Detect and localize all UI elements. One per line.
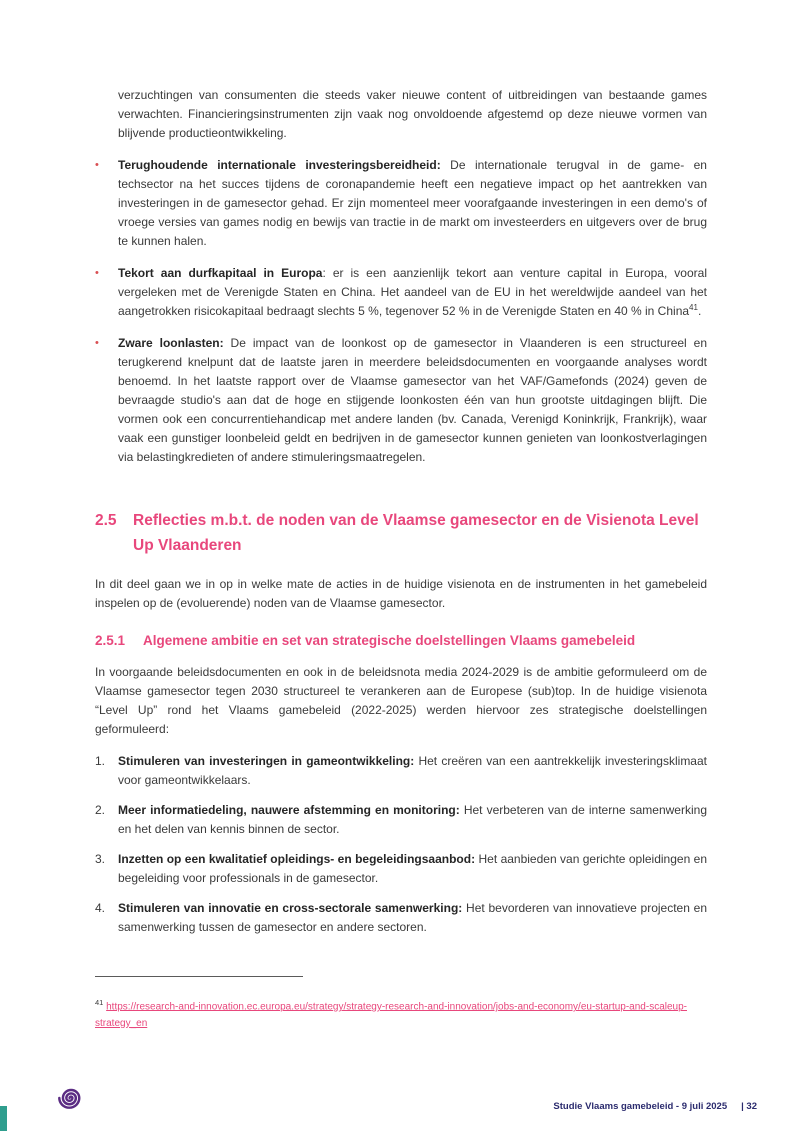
item-lead: Stimuleren van investeringen in gameontwikkeling:	[118, 754, 415, 768]
bullet-item-investeringsbereidheid	[95, 156, 707, 251]
bullet-icon: •	[95, 159, 99, 171]
bullet-icon: •	[95, 337, 99, 349]
footnote-link[interactable]: https://research-and-innovation.ec.europa.eu/strategy/strategy-research-and-innovation/jobs-and-economy/eu-startup-and-scaleup-strategy_en	[95, 1001, 687, 1029]
item-body: Het aanbieden van gerichte opleidingen en begeleiding voor professionals in de gamesector.	[118, 852, 707, 885]
bullet-body-end: .	[697, 304, 702, 318]
bullet-text	[118, 156, 707, 251]
bullet-text	[118, 334, 707, 467]
item-number: 2.	[95, 803, 106, 817]
bullet-body: De internationale terugval in de game- en techsector na het succes tijdens de coronapandemie heeft een negatieve impact op het aantrekken van investeringen in de gamesector gehad. Er zijn momenteel meer voorafgaande investeringen in een demo's of vroege versies van games nodig en bewijs van tractie in de markt om investeerders en uitgevers over de brug te kunnen halen.	[118, 158, 707, 248]
item-lead: Stimuleren van innovatie en cross-sectorale samenwerking:	[118, 901, 463, 915]
footnote-number: 41	[95, 998, 104, 1007]
continuation-paragraph: verzuchtingen van consumenten die steeds vaker nieuwe content of uitbreidingen van bestaande games verwachten. Financieringsinstrumenten zijn vaak nog onvoldoende afgestemd op deze nieuwe vormen van blijvende productieontwikkeling.	[118, 88, 707, 140]
bullet-item-loonlasten	[95, 334, 707, 467]
footnote-reference: 41	[689, 303, 698, 312]
item-body: Het creëren van een aantrekkelijk investeringsklimaat voor gameontwikkelaars.	[118, 754, 707, 787]
bullet-lead: Tekort aan durfkapitaal in Europa	[118, 266, 323, 280]
section-title: Reflecties m.b.t. de noden van de Vlaamse gamesector en de Visienota Level Up Vlaanderen	[133, 512, 699, 554]
numbered-item-3	[95, 850, 707, 888]
item-body: Het bevorderen van innovatieve projecten en samenwerking tussen de gamesector en andere sectoren.	[118, 901, 708, 934]
section-2-5-1-intro-paragraph: In voorgaande beleidsdocumenten en ook in de beleidsnota media 2024-2029 is de ambitie geformuleerd om de Vlaamse gamesector tegen 2030 structureel te verankeren aan de Europese (sub)top. In de huidige visienota “Level Up” rond het Vlaams gamebeleid (2022-2025) werden hiervoor zes strategische doelstellingen geformuleerd:	[95, 665, 707, 736]
main-content	[95, 86, 707, 948]
item-lead: Meer informatiedeling, nauwere afstemming en monitoring:	[118, 803, 460, 817]
publisher-logo-icon	[52, 1079, 90, 1117]
item-body: Het verbeteren van de interne samenwerking en het delen van kennis binnen de sector.	[118, 803, 707, 836]
footer-document-title: Studie Vlaams gamebeleid - 9 juli 2025	[553, 1101, 728, 1112]
footnote-41	[95, 995, 707, 1032]
numbered-item-4	[95, 899, 707, 937]
item-number: 3.	[95, 852, 106, 866]
bullet-item-durfkapitaal	[95, 264, 707, 321]
section-heading-2-5-1	[95, 630, 707, 652]
item-number: 4.	[95, 901, 106, 915]
item-text	[118, 801, 707, 839]
footnote-area	[95, 976, 707, 1032]
bullet-body: De impact van de loonkost op de gamesector in Vlaanderen is een structureel en terugkerend knelpunt dat de laatste jaren in meerdere beleidsdocumenten en voorgaande analyses wordt benoemd. In het laatste rapport over de Vlaamse gamesector van het VAF/Gamefonds (2024) geven de bevraagde studio's aan dat de hoge en stijgende loonkosten één van hun grootste uitdagingen blijft. Die vormen ook een concurrentiehandicap met andere landen (bv. Canada, Verenigd Koninkrijk, Frankrijk), waar vaak een gunstiger loonbeleid geldt en bedrijven in de gamesector kunnen genieten van loonkostverlagingen via belastingkredieten of andere stimuleringsmaatregelen.	[118, 336, 707, 464]
bullet-icon: •	[95, 267, 99, 279]
bullet-text	[118, 264, 707, 321]
item-text	[118, 752, 707, 790]
item-lead: Inzetten op een kwalitatief opleidings- en begeleidingsaanbod:	[118, 852, 476, 866]
bullet-body: : er is een aanzienlijk tekort aan venture capital in Europa, vooral vergeleken met de Verenigde Staten en China. Het aandeel van de EU in het wereldwijde aandeel van het aangetrokken risicokapitaal bedraagt slechts 5 %, tegenover 52 % in de Verenigde Staten en 40 % in China	[118, 266, 707, 318]
numbered-item-2	[95, 801, 707, 839]
item-text	[118, 850, 707, 888]
item-text	[118, 899, 707, 937]
footnote-divider	[95, 976, 303, 977]
section-2-5-intro-paragraph: In dit deel gaan we in op in welke mate de acties in de huidige visienota en de instrumenten in het gamebeleid inspelen op de (evoluerende) noden van de Vlaamse gamesector.	[95, 577, 707, 610]
section-heading-2-5	[95, 508, 707, 558]
bullet-lead: Terughoudende internationale investeringsbereidheid:	[118, 158, 441, 172]
footer-page-number: | 32	[741, 1101, 757, 1112]
numbered-item-1	[95, 752, 707, 790]
item-number: 1.	[95, 754, 106, 768]
bullet-lead: Zware loonlasten:	[118, 336, 224, 350]
accent-bar	[0, 1106, 7, 1131]
subsection-number: 2.5.1	[95, 633, 126, 648]
section-number: 2.5	[95, 512, 117, 529]
subsection-title: Algemene ambitie en set van strategische doelstellingen Vlaams gamebeleid	[143, 633, 636, 648]
page-footer	[553, 1097, 757, 1116]
